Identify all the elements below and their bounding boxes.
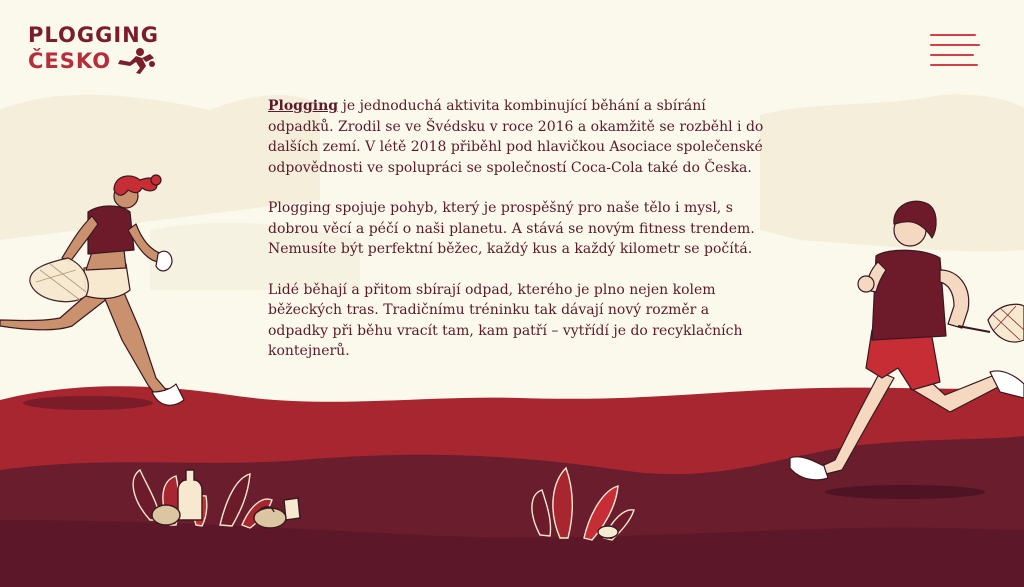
intro-text (268, 96, 768, 382)
logo-text-line1: PLOGGING (28, 23, 159, 47)
menu-line (930, 44, 980, 46)
runner-mascot-icon (116, 46, 156, 74)
runner-shadow (825, 485, 985, 499)
menu-line (930, 34, 976, 36)
runner-shadow (23, 396, 153, 410)
menu-line (930, 64, 978, 66)
menu-line (930, 54, 974, 56)
intro-paragraph (268, 96, 768, 178)
plogging-link[interactable]: Plogging (268, 98, 339, 114)
logo-text-line2: ČESKO (28, 49, 112, 73)
hamburger-menu-button[interactable] (930, 32, 980, 68)
intro-paragraph: Plogging spojuje pohyb, který je prospěšný pro naše tělo i mysl, s dobrou věcí a péčí o naši planetu. A stává se novým fitness trendem. Nemusíte být perfektní běžec, každý kus a každý kilometr se počítá. (268, 200, 755, 257)
site-logo[interactable] (28, 22, 159, 74)
cloud-shape (760, 94, 1024, 251)
intro-paragraph-text: je jednoduchá aktivita kombinující běhání a sbírání odpadků. Zrodil se ve Švédsku v roce 2016 a okamžitě se rozběhl i do dalších zemí. V létě 2018 přiběhl pod hlavičkou Asociace společenské odpovědnosti ve spolupráci se společností Coca-Cola také do Česka. (268, 98, 764, 176)
intro-paragraph: Lidé běhají a přitom sbírají odpad, kterého je plno nejen kolem běžeckých tras. Tradičnímu tréninku tak dávají nový rozměr a odpadky při běhu vracít tam, kam patří – vytřídí je do recyklačních kontejnerů. (268, 281, 743, 359)
